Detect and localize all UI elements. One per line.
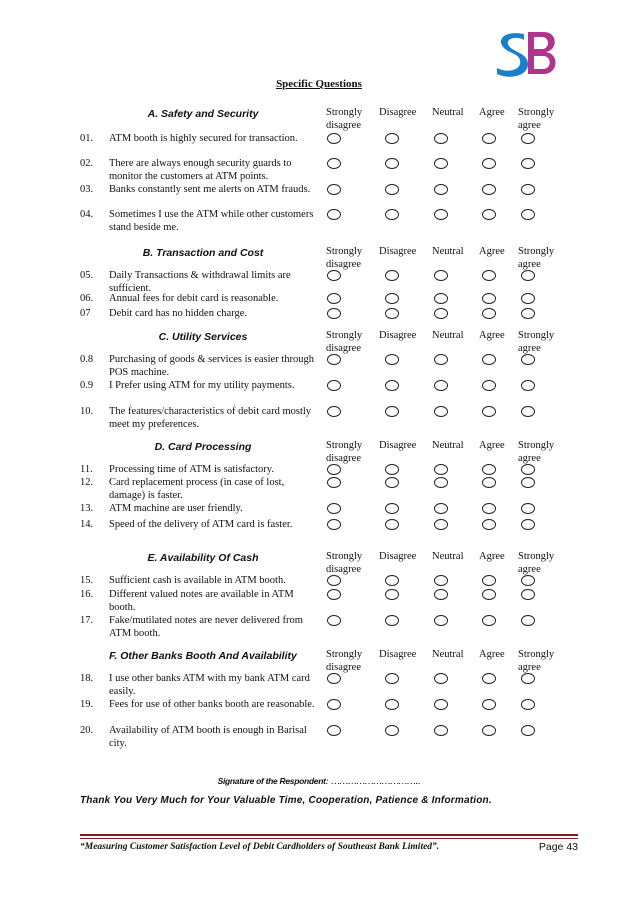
- question-text: Fake/mutilated notes are never delivered from ATM booth.: [109, 615, 303, 639]
- rating-option-circle[interactable]: [521, 464, 535, 475]
- signature-label: Signature of the Respondent: [217, 776, 326, 786]
- question-number: 19.: [80, 699, 94, 710]
- rating-option-circle[interactable]: [482, 589, 496, 600]
- rating-option-circle[interactable]: [327, 699, 341, 710]
- thank-you-note: Thank You Very Much for Your Valuable Time, Cooperation, Patience & Information.: [80, 795, 492, 806]
- scale-column-header: Disagree: [379, 440, 417, 451]
- rating-option-circle[interactable]: [434, 503, 448, 514]
- question-number: 05.: [80, 270, 94, 281]
- rating-option-circle[interactable]: [385, 503, 399, 514]
- question-text: Fees for use of other banks booth are reasonable.: [109, 699, 315, 710]
- scale-column-header: Strongly disagree: [326, 649, 363, 673]
- rating-option-circle[interactable]: [385, 270, 399, 281]
- scale-column-header: Agree: [479, 649, 505, 660]
- scale-column-header: Neutral: [432, 246, 464, 257]
- rating-option-circle[interactable]: [434, 158, 448, 169]
- rating-option-circle[interactable]: [385, 184, 399, 195]
- rating-option-circle[interactable]: [521, 158, 535, 169]
- rating-option-circle[interactable]: [521, 503, 535, 514]
- question-text: I Prefer using ATM for my utility payments.: [109, 380, 295, 391]
- scale-column-header: Strongly agree: [518, 330, 555, 354]
- rating-option-circle[interactable]: [482, 354, 496, 365]
- rating-option-circle[interactable]: [385, 293, 399, 304]
- question-text: Different valued notes are available in ATM booth.: [109, 589, 294, 613]
- scale-column-header: Strongly agree: [518, 246, 555, 270]
- rating-option-circle[interactable]: [521, 293, 535, 304]
- logo-s-shape: [497, 33, 528, 77]
- rating-option-circle[interactable]: [327, 503, 341, 514]
- question-number: 06.: [80, 293, 94, 304]
- question-number: 0.8: [80, 354, 94, 365]
- scale-column-header: Strongly disagree: [326, 330, 363, 354]
- page-title: Specific Questions: [276, 78, 362, 90]
- rating-option-circle[interactable]: [482, 184, 496, 195]
- question-number: 15.: [80, 575, 94, 586]
- section-title: D. Card Processing: [154, 441, 252, 453]
- scale-column-header: Strongly agree: [518, 551, 555, 575]
- scale-column-header: Disagree: [379, 649, 417, 660]
- section-title: C. Utility Services: [158, 331, 248, 343]
- rating-option-circle[interactable]: [434, 464, 448, 475]
- question-text: Purchasing of goods & services is easier through POS machine.: [109, 354, 315, 378]
- rating-option-circle[interactable]: [482, 406, 496, 417]
- rating-option-circle[interactable]: [521, 699, 535, 710]
- question-number: 17.: [80, 615, 94, 626]
- question-text: Speed of the delivery of ATM card is faster.: [109, 519, 293, 530]
- rating-option-circle[interactable]: [327, 725, 341, 736]
- scale-column-header: Strongly disagree: [326, 440, 363, 464]
- rating-option-circle[interactable]: [482, 209, 496, 220]
- rating-option-circle[interactable]: [385, 209, 399, 220]
- rating-option-circle[interactable]: [434, 575, 448, 586]
- scale-column-header: Strongly agree: [518, 107, 555, 131]
- rating-option-circle[interactable]: [482, 380, 496, 391]
- rating-option-circle[interactable]: [434, 673, 448, 684]
- rating-option-circle[interactable]: [327, 293, 341, 304]
- rating-option-circle[interactable]: [482, 477, 496, 488]
- question-number: 01.: [80, 133, 94, 144]
- rating-option-circle[interactable]: [327, 308, 341, 319]
- rating-option-circle[interactable]: [482, 464, 496, 475]
- rating-option-circle[interactable]: [482, 615, 496, 626]
- question-text: Banks constantly sent me alerts on ATM frauds.: [109, 184, 311, 195]
- scale-column-header: Strongly disagree: [326, 551, 363, 575]
- question-number: 13.: [80, 503, 94, 514]
- rating-option-circle[interactable]: [482, 308, 496, 319]
- signature-line: [0, 776, 638, 787]
- question-number: 03.: [80, 184, 94, 195]
- rating-option-circle[interactable]: [385, 308, 399, 319]
- question-text: ATM machine are user friendly.: [109, 503, 243, 514]
- scale-column-header: Disagree: [379, 330, 417, 341]
- rating-option-circle[interactable]: [521, 589, 535, 600]
- rating-option-circle[interactable]: [434, 699, 448, 710]
- rating-option-circle[interactable]: [521, 673, 535, 684]
- rating-option-circle[interactable]: [385, 158, 399, 169]
- rating-option-circle[interactable]: [327, 158, 341, 169]
- scale-column-header: Strongly disagree: [326, 107, 363, 131]
- scale-column-header: Neutral: [432, 440, 464, 451]
- rating-option-circle[interactable]: [385, 673, 399, 684]
- question-text: Annual fees for debit card is reasonable.: [109, 293, 279, 304]
- rating-option-circle[interactable]: [482, 270, 496, 281]
- rating-option-circle[interactable]: [434, 477, 448, 488]
- scale-column-header: Disagree: [379, 551, 417, 562]
- question-number: 10.: [80, 406, 94, 417]
- section-title: A. Safety and Security: [147, 108, 259, 120]
- rating-option-circle[interactable]: [327, 589, 341, 600]
- rating-option-circle[interactable]: [521, 184, 535, 195]
- rating-option-circle[interactable]: [482, 575, 496, 586]
- rating-option-circle[interactable]: [434, 308, 448, 319]
- rating-option-circle[interactable]: [521, 209, 535, 220]
- signature-blank: : …………………………..: [325, 777, 421, 787]
- rating-option-circle[interactable]: [521, 270, 535, 281]
- scale-column-header: Agree: [479, 551, 505, 562]
- rating-option-circle[interactable]: [385, 519, 399, 530]
- rating-option-circle[interactable]: [482, 293, 496, 304]
- question-text: Card replacement process (in case of lost, damage) is faster.: [109, 477, 285, 501]
- question-number: 18.: [80, 673, 94, 684]
- question-text: Sufficient cash is available in ATM booth.: [109, 575, 286, 586]
- question-text: The features/characteristics of debit card mostly meet my preferences.: [109, 406, 312, 430]
- footer-rule-thin: [80, 838, 578, 839]
- page-number: Page 43: [538, 841, 578, 853]
- question-number: 07: [80, 308, 91, 319]
- rating-option-circle[interactable]: [327, 519, 341, 530]
- scale-column-header: Neutral: [432, 649, 464, 660]
- rating-option-circle[interactable]: [482, 503, 496, 514]
- rating-option-circle[interactable]: [327, 477, 341, 488]
- rating-option-circle[interactable]: [434, 615, 448, 626]
- rating-option-circle[interactable]: [521, 308, 535, 319]
- rating-option-circle[interactable]: [521, 406, 535, 417]
- rating-option-circle[interactable]: [521, 575, 535, 586]
- question-number: 14.: [80, 519, 94, 530]
- rating-option-circle[interactable]: [327, 406, 341, 417]
- logo-b-shape: [528, 32, 556, 74]
- question-text: Sometimes I use the ATM while other customers stand beside me.: [109, 209, 314, 233]
- rating-option-circle[interactable]: [521, 133, 535, 144]
- rating-option-circle[interactable]: [327, 270, 341, 281]
- rating-option-circle[interactable]: [327, 575, 341, 586]
- scale-column-header: Neutral: [432, 551, 464, 562]
- rating-option-circle[interactable]: [385, 406, 399, 417]
- scale-column-header: Strongly disagree: [326, 246, 363, 270]
- footer-title: “Measuring Customer Satisfaction Level of Debit Cardholders of Southeast Bank Limited”.: [80, 842, 440, 852]
- scale-column-header: Disagree: [379, 107, 417, 118]
- rating-option-circle[interactable]: [434, 133, 448, 144]
- rating-option-circle[interactable]: [434, 293, 448, 304]
- question-text: Processing time of ATM is satisfactory.: [109, 464, 274, 475]
- scale-column-header: Neutral: [432, 107, 464, 118]
- rating-option-circle[interactable]: [327, 209, 341, 220]
- question-text: There are always enough security guards to monitor the customers at ATM points.: [109, 158, 292, 182]
- rating-option-circle[interactable]: [385, 133, 399, 144]
- rating-option-circle[interactable]: [482, 158, 496, 169]
- rating-option-circle[interactable]: [521, 354, 535, 365]
- rating-option-circle[interactable]: [521, 725, 535, 736]
- rating-option-circle[interactable]: [385, 615, 399, 626]
- rating-option-circle[interactable]: [434, 354, 448, 365]
- rating-option-circle[interactable]: [434, 406, 448, 417]
- rating-option-circle[interactable]: [482, 673, 496, 684]
- rating-option-circle[interactable]: [482, 519, 496, 530]
- rating-option-circle[interactable]: [385, 575, 399, 586]
- scale-column-header: Agree: [479, 440, 505, 451]
- rating-option-circle[interactable]: [434, 184, 448, 195]
- rating-option-circle[interactable]: [385, 589, 399, 600]
- scale-column-header: Neutral: [432, 330, 464, 341]
- rating-option-circle[interactable]: [434, 519, 448, 530]
- scale-column-header: Agree: [479, 107, 505, 118]
- rating-option-circle[interactable]: [385, 380, 399, 391]
- rating-option-circle[interactable]: [385, 725, 399, 736]
- rating-option-circle[interactable]: [434, 380, 448, 391]
- rating-option-circle[interactable]: [385, 699, 399, 710]
- rating-option-circle[interactable]: [521, 380, 535, 391]
- question-text: Daily Transactions & withdrawal limits are sufficient.: [109, 270, 291, 294]
- southeast-bank-logo: [494, 28, 560, 78]
- rating-option-circle[interactable]: [327, 464, 341, 475]
- rating-option-circle[interactable]: [327, 354, 341, 365]
- question-text: ATM booth is highly secured for transaction.: [109, 133, 298, 144]
- rating-option-circle[interactable]: [482, 699, 496, 710]
- footer-rule-thick: [80, 834, 578, 836]
- rating-option-circle[interactable]: [434, 270, 448, 281]
- section-title: B. Transaction and Cost: [142, 247, 264, 259]
- question-number: 12.: [80, 477, 94, 488]
- rating-option-circle[interactable]: [385, 477, 399, 488]
- question-number: 11.: [80, 464, 93, 475]
- section-title: F. Other Banks Booth And Availability: [109, 650, 297, 662]
- rating-option-circle[interactable]: [327, 184, 341, 195]
- rating-option-circle[interactable]: [434, 589, 448, 600]
- rating-option-circle[interactable]: [434, 209, 448, 220]
- question-number: 02.: [80, 158, 94, 169]
- rating-option-circle[interactable]: [327, 133, 341, 144]
- section-title: E. Availability Of Cash: [147, 552, 259, 564]
- scale-column-header: Strongly agree: [518, 440, 555, 464]
- question-number: 0.9: [80, 380, 94, 391]
- rating-option-circle[interactable]: [327, 615, 341, 626]
- rating-option-circle[interactable]: [521, 477, 535, 488]
- rating-option-circle[interactable]: [385, 464, 399, 475]
- question-text: Debit card has no hidden charge.: [109, 308, 248, 319]
- question-text: Availability of ATM booth is enough in Barisal city.: [109, 725, 307, 749]
- rating-option-circle[interactable]: [327, 380, 341, 391]
- question-text: I use other banks ATM with my bank ATM card easily.: [109, 673, 310, 697]
- scale-column-header: Agree: [479, 330, 505, 341]
- scale-column-header: Agree: [479, 246, 505, 257]
- question-number: 20.: [80, 725, 94, 736]
- scale-column-header: Strongly agree: [518, 649, 555, 673]
- question-number: 16.: [80, 589, 94, 600]
- rating-option-circle[interactable]: [434, 725, 448, 736]
- question-number: 04.: [80, 209, 94, 220]
- rating-option-circle[interactable]: [521, 519, 535, 530]
- rating-option-circle[interactable]: [482, 133, 496, 144]
- rating-option-circle[interactable]: [521, 615, 535, 626]
- rating-option-circle[interactable]: [482, 725, 496, 736]
- rating-option-circle[interactable]: [385, 354, 399, 365]
- scale-column-header: Disagree: [379, 246, 417, 257]
- rating-option-circle[interactable]: [327, 673, 341, 684]
